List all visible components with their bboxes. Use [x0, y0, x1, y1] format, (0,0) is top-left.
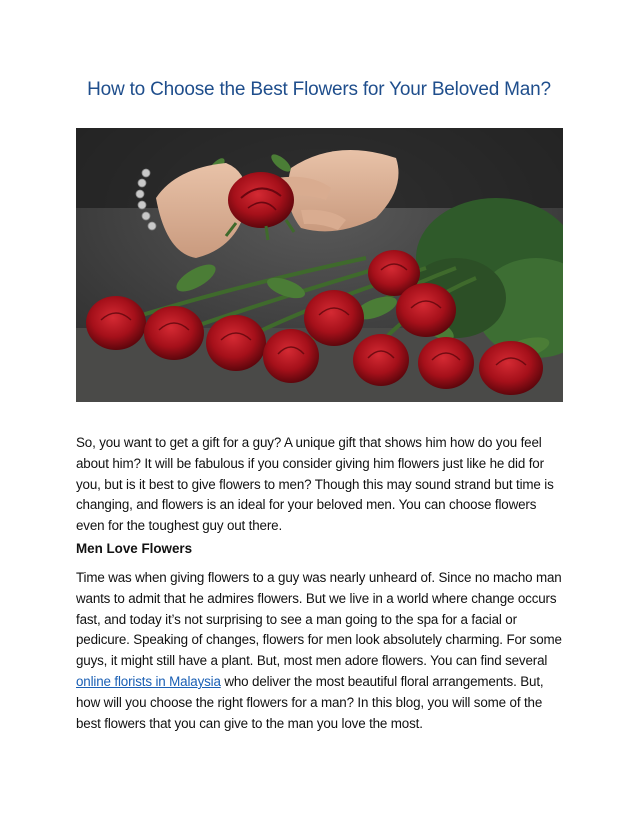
section-text-after-link: who deliver the most beautiful floral arrangements. But, how will you choose the right flowers for a man? In this blog, you will some of the best flowers that you can give to the man you love the most. [76, 673, 544, 731]
hero-image [76, 128, 563, 402]
section-text-before-link: Time was when giving flowers to a guy was nearly unheard of. Since no macho man wants to admit that he admires flowers. But we live in a world where change occurs fast, and today it’s not surprising to see a man going to the spa for a facial or pedicure. Speaking of changes, flowers for men look absolutely charming. For some guys, it might still have a plant. But, most men adore flowers. You can find several [76, 570, 562, 669]
roses-photo [76, 128, 563, 402]
page-title: How to Choose the Best Flowers for Your Beloved Man? [87, 79, 551, 100]
section-paragraph [76, 568, 563, 734]
section-heading: Men Love Flowers [76, 541, 193, 556]
online-florists-link[interactable]: online florists in Malaysia [76, 673, 221, 689]
intro-paragraph: So, you want to get a gift for a guy? A unique gift that shows him how do you feel about him? It will be fabulous if you consider giving him flowers just like he did for you, but is it best to give flowers to men? Though this may sound strand but time is changing, and flowers is an ideal for your beloved men. You can choose flowers even for the toughest guy out there. [76, 435, 554, 534]
